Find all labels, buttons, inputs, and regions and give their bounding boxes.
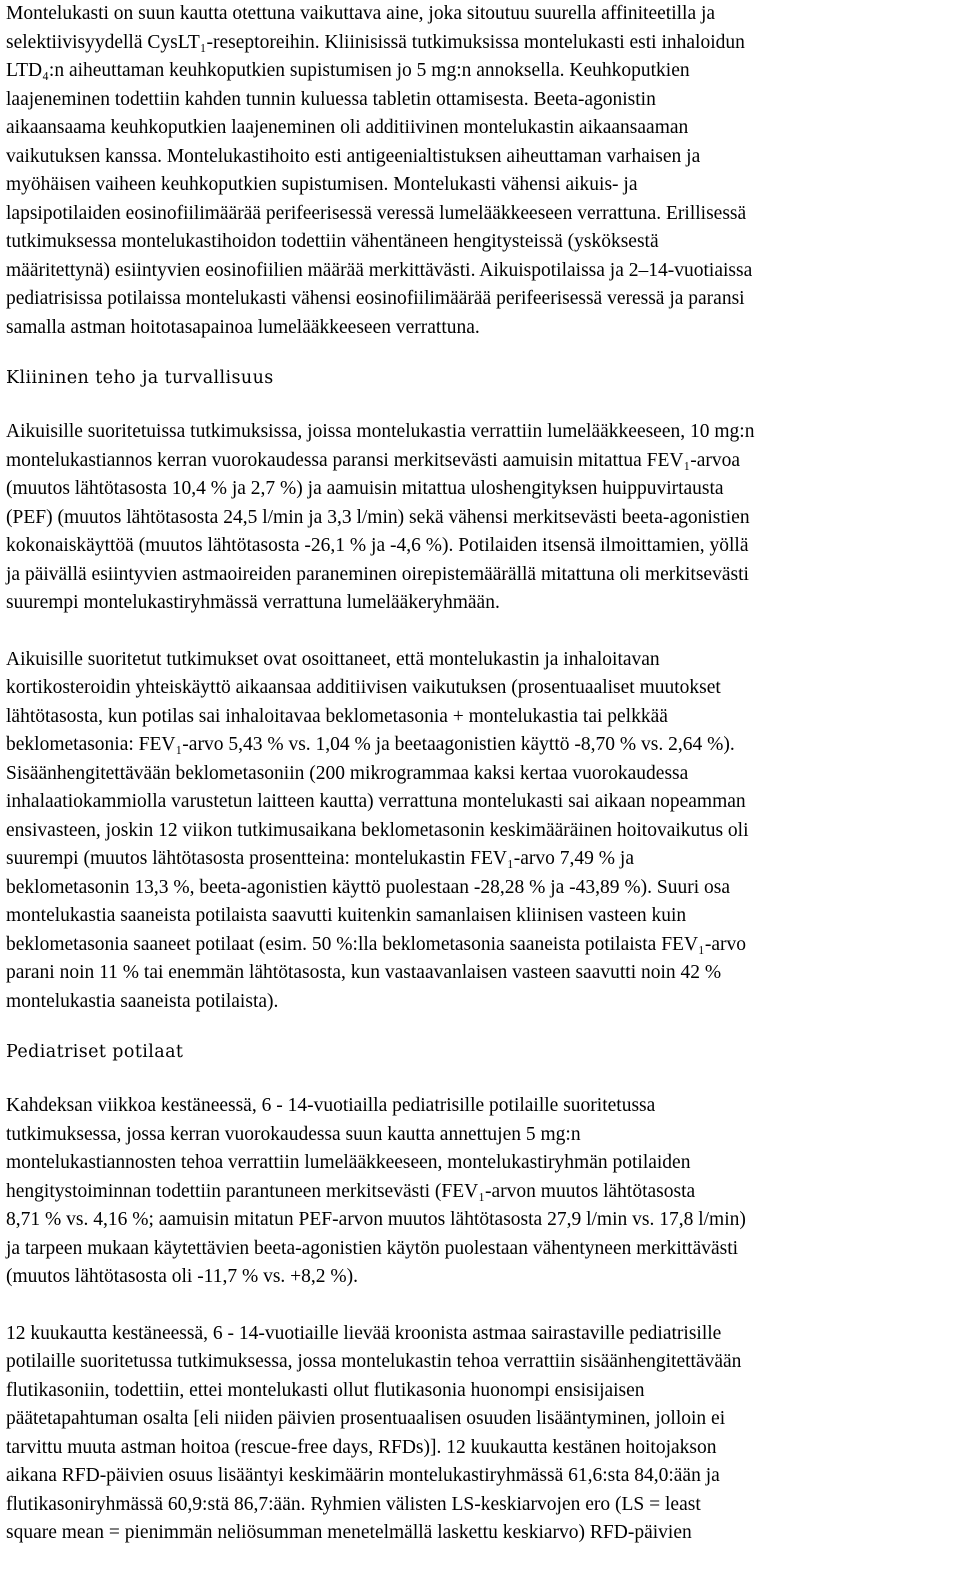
text-line: ensivasteen, joskin 12 viikon tutkimusaikana beklometasonin keskimääräinen hoitovaikutus oli [6,819,749,841]
text-line: 12 kuukautta kestäneessä, 6 - 14-vuotiaille lievää kroonista astmaa sairastaville pediatrisille [6,1322,722,1344]
text-line: päätetapahtuman osalta [eli niiden päivien prosentuaalisen osuuden lisääntyminen, jolloin ei [6,1408,726,1429]
text-line: ja tarpeen mukaan käytettävien beeta-agonistien käytön puolestaan vähentyneen merkittävästi [6,1237,739,1259]
text-line: beklometasonin 13,3 %, beeta-agonistien käyttö puolestaan -28,28 % ja -43,89 %). Suuri osa [6,876,731,898]
text-line: lapsipotilaiden eosinofiilimäärää perifeerisessä veressä lumelääkkeeseen verrattuna. Erillisessä [6,202,747,224]
text-line: Aikuisille suoritetuissa tutkimuksissa, joissa montelukastia verrattiin lumelääkkeeseen, 10 mg:n [6,421,755,442]
text-line: lähtötasosta, kun potilas sai inhaloitavaa beklometasonia + montelukastia tai pelkkää [6,705,668,727]
text-line: montelukastiannosten tehoa verrattiin lumelääkkeeseen, montelukastiryhmän potilaiden [6,1152,691,1173]
paragraph-pediatric-12-months [6,1320,956,1548]
paragraph-adult-studies [6,418,956,618]
text-line: hengitystoiminnan todettiin parantuneen merkitsevästi (FEV₁-arvon muutos lähtötasosta [6,1180,696,1202]
paragraph-pediatric-8-weeks [6,1092,956,1292]
text-line: square mean = pienimmän neliösumman menetelmällä laskettu keskiarvo) RFD-päivien [6,1522,692,1543]
text-line: beklometasonia: FEV₁-arvo 5,43 % vs. 1,04 % ja beetaagonistien käyttö -8,70 % vs. 2,64 %). [6,734,735,755]
text-line: inhalaatiokammiolla varustetun laitteen kautta) verrattuna montelukasti sai aikaan nopeamman [6,791,746,812]
text-line: Montelukasti on suun kautta otettuna vaikuttava aine, joka sitoutuu suurella affiniteetilla ja [6,3,716,24]
text-line: (PEF) (muutos lähtötasosta 24,5 l/min ja 3,3 l/min) sekä vähensi merkitsevästi beeta-agonistien [6,506,750,528]
text-line: montelukastiannos kerran vuorokaudessa paransi merkitsevästi aamuisin mitattua FEV₁-arvoa [6,449,741,471]
text-line: määritettynä) esiintyvien eosinofiilien määrää merkittävästi. Aikuispotilaissa ja 2–14-vuotiaissa [6,259,753,281]
paragraph-mechanism [6,0,956,342]
text-line: montelukastia saaneista potilaista saavutti kuitenkin samanlaisen kliinisen vasteen kuin [6,905,687,926]
text-line: pediatrisissa potilaissa montelukasti vähensi eosinofiilimäärää perifeerisessä veressä ja paransi [6,288,745,309]
text-line: flutikasoniin, todettiin, ettei montelukasti ollut flutikasonia huonompi ensisijaisen [6,1379,645,1401]
text-line: suurempi (muutos lähtötasosta prosentteina: montelukastin FEV₁-arvo 7,49 % ja [6,848,634,869]
text-line: Kahdeksan viikkoa kestäneessä, 6 - 14-vuotiailla pediatrisille potilaille suoritetussa [6,1095,656,1116]
text-line: tarvittu muuta astman hoitoa (rescue-free days, RFDs)]. 12 kuukautta kestänen hoitojakson [6,1436,717,1458]
text-line: aikana RFD-päivien osuus lisääntyi keskimäärin montelukastiryhmässä 61,6:sta 84,0:ään ja [6,1465,720,1486]
text-line: beklometasonia saaneet potilaat (esim. 50 %:lla beklometasonia saaneista potilaista FEV₁-arvo [6,933,746,955]
text-line: potilaille suoritetussa tutkimuksessa, jossa montelukastin tehoa verrattiin sisäänhengitettävään [6,1351,742,1372]
text-line: tutkimuksessa, jossa kerran vuorokaudessa suun kautta annettujen 5 mg:n [6,1123,581,1145]
section-heading-pediatric: Pediatriset potilaat [6,1042,184,1062]
text-line: Sisäänhengitettävään beklometasoniin (200 mikrogrammaa kaksi kertaa vuorokaudessa [6,762,689,784]
text-line: montelukastia saaneista potilaista). [6,990,279,1012]
text-line: samalla astman hoitotasapainoa lumelääkkeeseen verrattuna. [6,316,480,338]
text-line: parani noin 11 % tai enemmän lähtötasosta, kun vastaavanlaisen vasteen saavutti noin 42 % [6,962,722,983]
text-line: ja päivällä esiintyvien astmaoireiden paraneminen oirepistemäärällä mitattuna oli merkitsevästi [6,563,749,585]
text-line: (muutos lähtötasosta 10,4 % ja 2,7 %) ja aamuisin mitattua uloshengityksen huippuvirtausta [6,478,724,499]
text-line: Aikuisille suoritetut tutkimukset ovat osoittaneet, että montelukastin ja inhaloitavan [6,648,660,670]
text-line: myöhäisen vaiheen keuhkoputkien supistumisen. Montelukasti vähensi aikuis- ja [6,174,638,195]
text-line: suurempi montelukastiryhmässä verrattuna lumelääkeryhmään. [6,592,500,613]
text-line: laajeneminen todettiin kahden tunnin kuluessa tabletin ottamisesta. Beeta-agonistin [6,88,656,110]
text-line: (muutos lähtötasosta oli -11,7 % vs. +8,2 %). [6,1266,359,1287]
text-line: tutkimuksessa montelukastihoidon todettiin vähentäneen hengitysteissä (ysköksestä [6,231,659,252]
text-line: vaikutuksen kanssa. Montelukastihoito esti antigeenialtistuksen aiheuttaman varhaisen ja [6,145,701,167]
paragraph-combination [6,646,956,1017]
text-line: 8,71 % vs. 4,16 %; aamuisin mitatun PEF-arvon muutos lähtötasosta 27,9 l/min vs. 17,8 l/min) [6,1209,746,1230]
text-line: aikaansaama keuhkoputkien laajeneminen oli additiivinen montelukastin aikaansaaman [6,117,689,138]
section-heading-clinical: Kliininen teho ja turvallisuus [6,368,274,388]
text-line: kortikosteroidin yhteiskäyttö aikaansaa additiivisen vaikutuksen (prosentuaaliset muutokset [6,677,721,698]
text-line: flutikasoniryhmässä 60,9:stä 86,7:ään. Ryhmien välisten LS-keskiarvojen ero (LS = least [6,1493,701,1515]
text-line: kokonaiskäyttöä (muutos lähtötasosta -26,1 % ja -4,6 %). Potilaiden itsensä ilmoittamien, yöllä [6,535,749,556]
text-line: LTD₄:n aiheuttaman keuhkoputkien supistumisen jo 5 mg:n annoksella. Keuhkoputkien [6,60,690,81]
document-page [6,0,956,1548]
text-line: selektiivisyydellä CysLT₁-reseptoreihin. Kliinisissä tutkimuksissa montelukasti esti inhaloidun [6,31,745,53]
